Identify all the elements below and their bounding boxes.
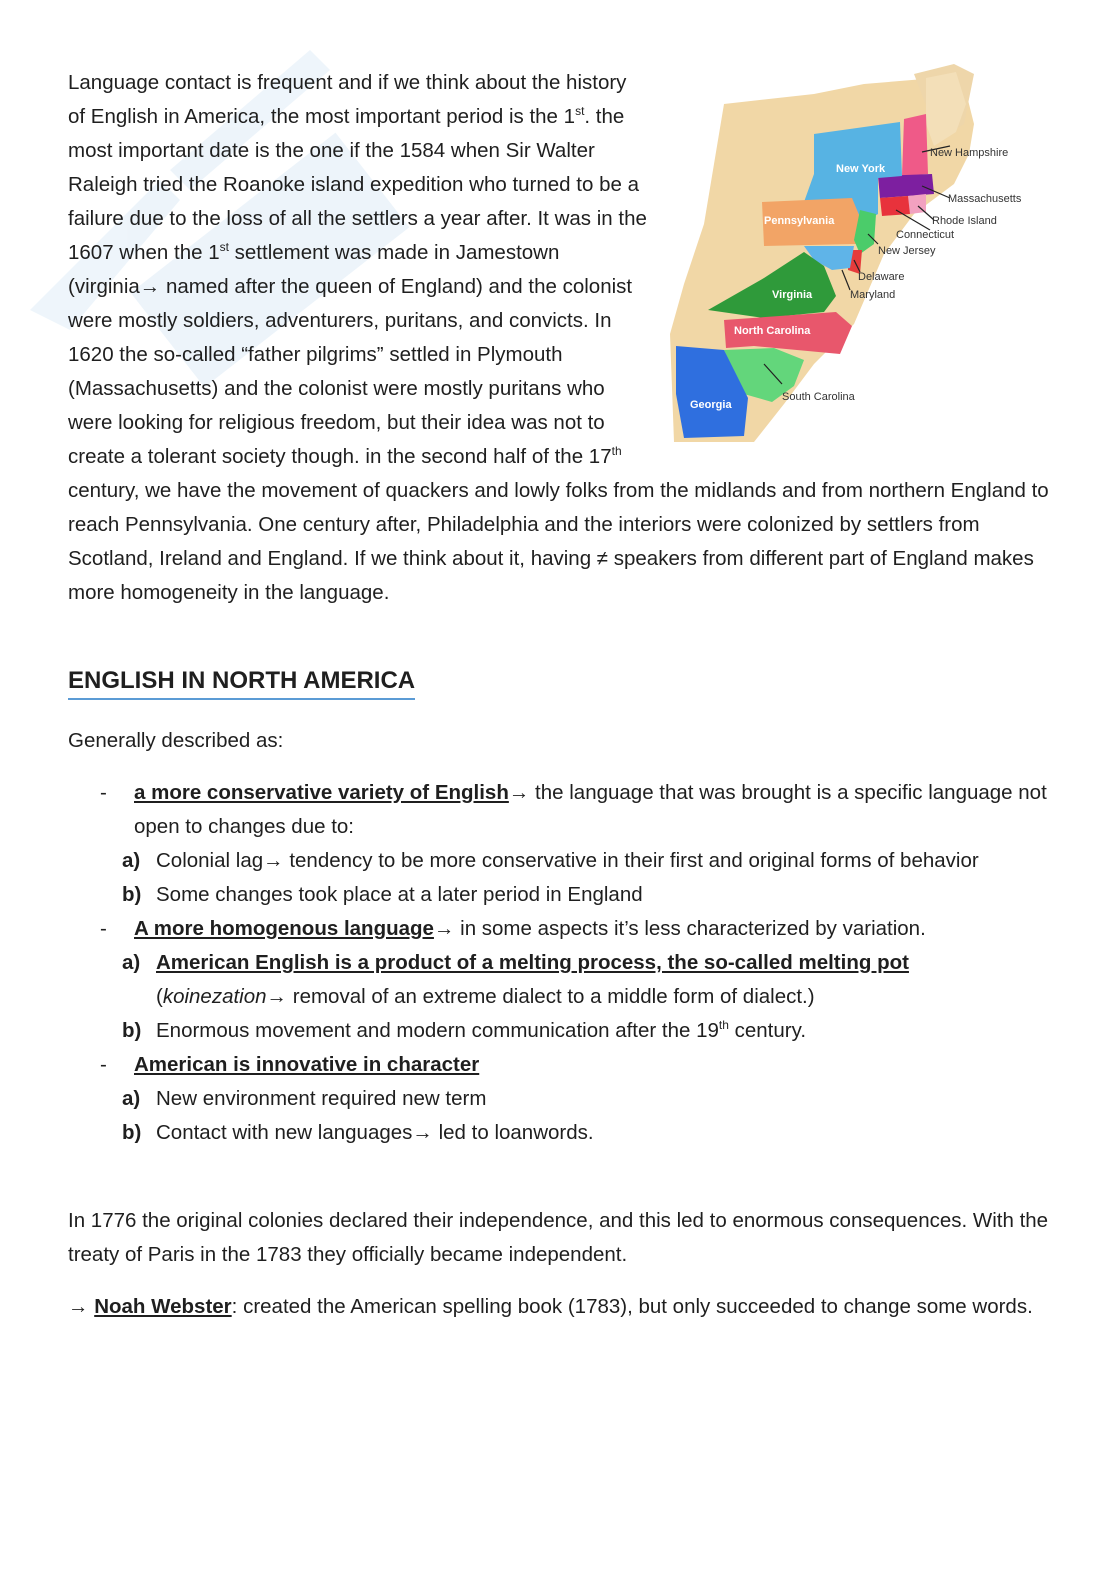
sub-item: b) Contact with new languages→ led to loanwords.: [122, 1121, 594, 1144]
map-label-pennsylvania: Pennsylvania: [764, 215, 835, 227]
sub-item: a) Colonial lag→ tendency to be more conservative in their first and original forms of behavior: [122, 849, 979, 872]
bullet-item: - A more homogenous language→ in some aspects it’s less characterized by variation.: [100, 917, 926, 940]
map-label-rhode-island: Rhode Island: [932, 215, 997, 227]
webster-name: Noah Webster: [94, 1295, 232, 1318]
bullet-item: - a more conservative variety of English→ the language that was brought is a specific language not open to changes due to:: [100, 781, 1047, 838]
section-lead: Generally described as:: [68, 729, 284, 752]
bullet-item: - American is innovative in character: [100, 1053, 480, 1076]
independence-paragraph: In 1776 the original colonies declared their independence, and this led to enormous consequences. With the treaty of Paris in the 1783 they officially became independent.: [68, 1209, 1049, 1266]
bullet-list: [96, 776, 1056, 1150]
map-label-virginia: Virginia: [772, 289, 813, 301]
webster-paragraph: → Noah Webster: created the American spelling book (1783), but only succeeded to change some words.: [68, 1295, 1033, 1318]
sub-item: a) New environment required new term: [122, 1087, 487, 1110]
map-label-massachusetts: Massachusetts: [948, 193, 1022, 205]
sub-item: a) American English is a product of a melting process, the so-called melting pot (koinezation→ removal of an extreme dialect to a middle form of dialect.): [122, 951, 909, 1008]
bullet-label: A more homogenous language: [134, 917, 434, 940]
map-label-maryland: Maryland: [850, 289, 896, 301]
sub-item: b) Enormous movement and modern communication after the 19th century.: [122, 1018, 807, 1042]
intro-paragraph: Language contact is frequent and if we think about the history of English in America, the most important period is the 1st. the most important date is the one if the 1584 when Sir Walter Raleigh tried the Roanoke island expedition who turned to be a failure due to the loss of all the settlers a year after. It was in the 1607 when the 1st settlement was made in Jamestown (virginia→ named after the queen of England) and the colonist were mostly soldiers, adventurers, puritans, and convicts. In 1620 the so-called “father pilgrims” settled in Plymouth (Massachusetts) and the colonist were mostly puritans who were looking for religious freedom, but their idea was not to create a tolerant society though. in the second half of the 17th century, we have the movement of quackers and lowly folks from the midlands and from northern England to reach Pennsylvania. One century after, Philadelphia and the interiors were colonized by settlers from Scotland, Ireland and England. If we think about it, having ≠ speakers from different part of England makes more homogeneity in the language.: [68, 71, 1049, 604]
map-label-connecticut: Connecticut: [896, 229, 955, 241]
map-label-north-carolina: North Carolina: [734, 325, 811, 337]
bullet-label: American is innovative in character: [134, 1053, 480, 1076]
bullet-label: a more conservative variety of English: [134, 781, 509, 804]
map-label-south-carolina: South Carolina: [782, 391, 855, 403]
section-heading: ENGLISH IN NORTH AMERICA: [68, 664, 415, 700]
map-label-georgia: Georgia: [690, 399, 732, 411]
map-label-new-hampshire: New Hampshire: [930, 147, 1009, 159]
map-label-delaware: Delaware: [858, 271, 905, 283]
sub-item: b) Some changes took place at a later period in England: [122, 883, 643, 906]
map-label-new-york: New York: [836, 163, 886, 175]
map-label-new-jersey: New Jersey: [878, 245, 936, 257]
